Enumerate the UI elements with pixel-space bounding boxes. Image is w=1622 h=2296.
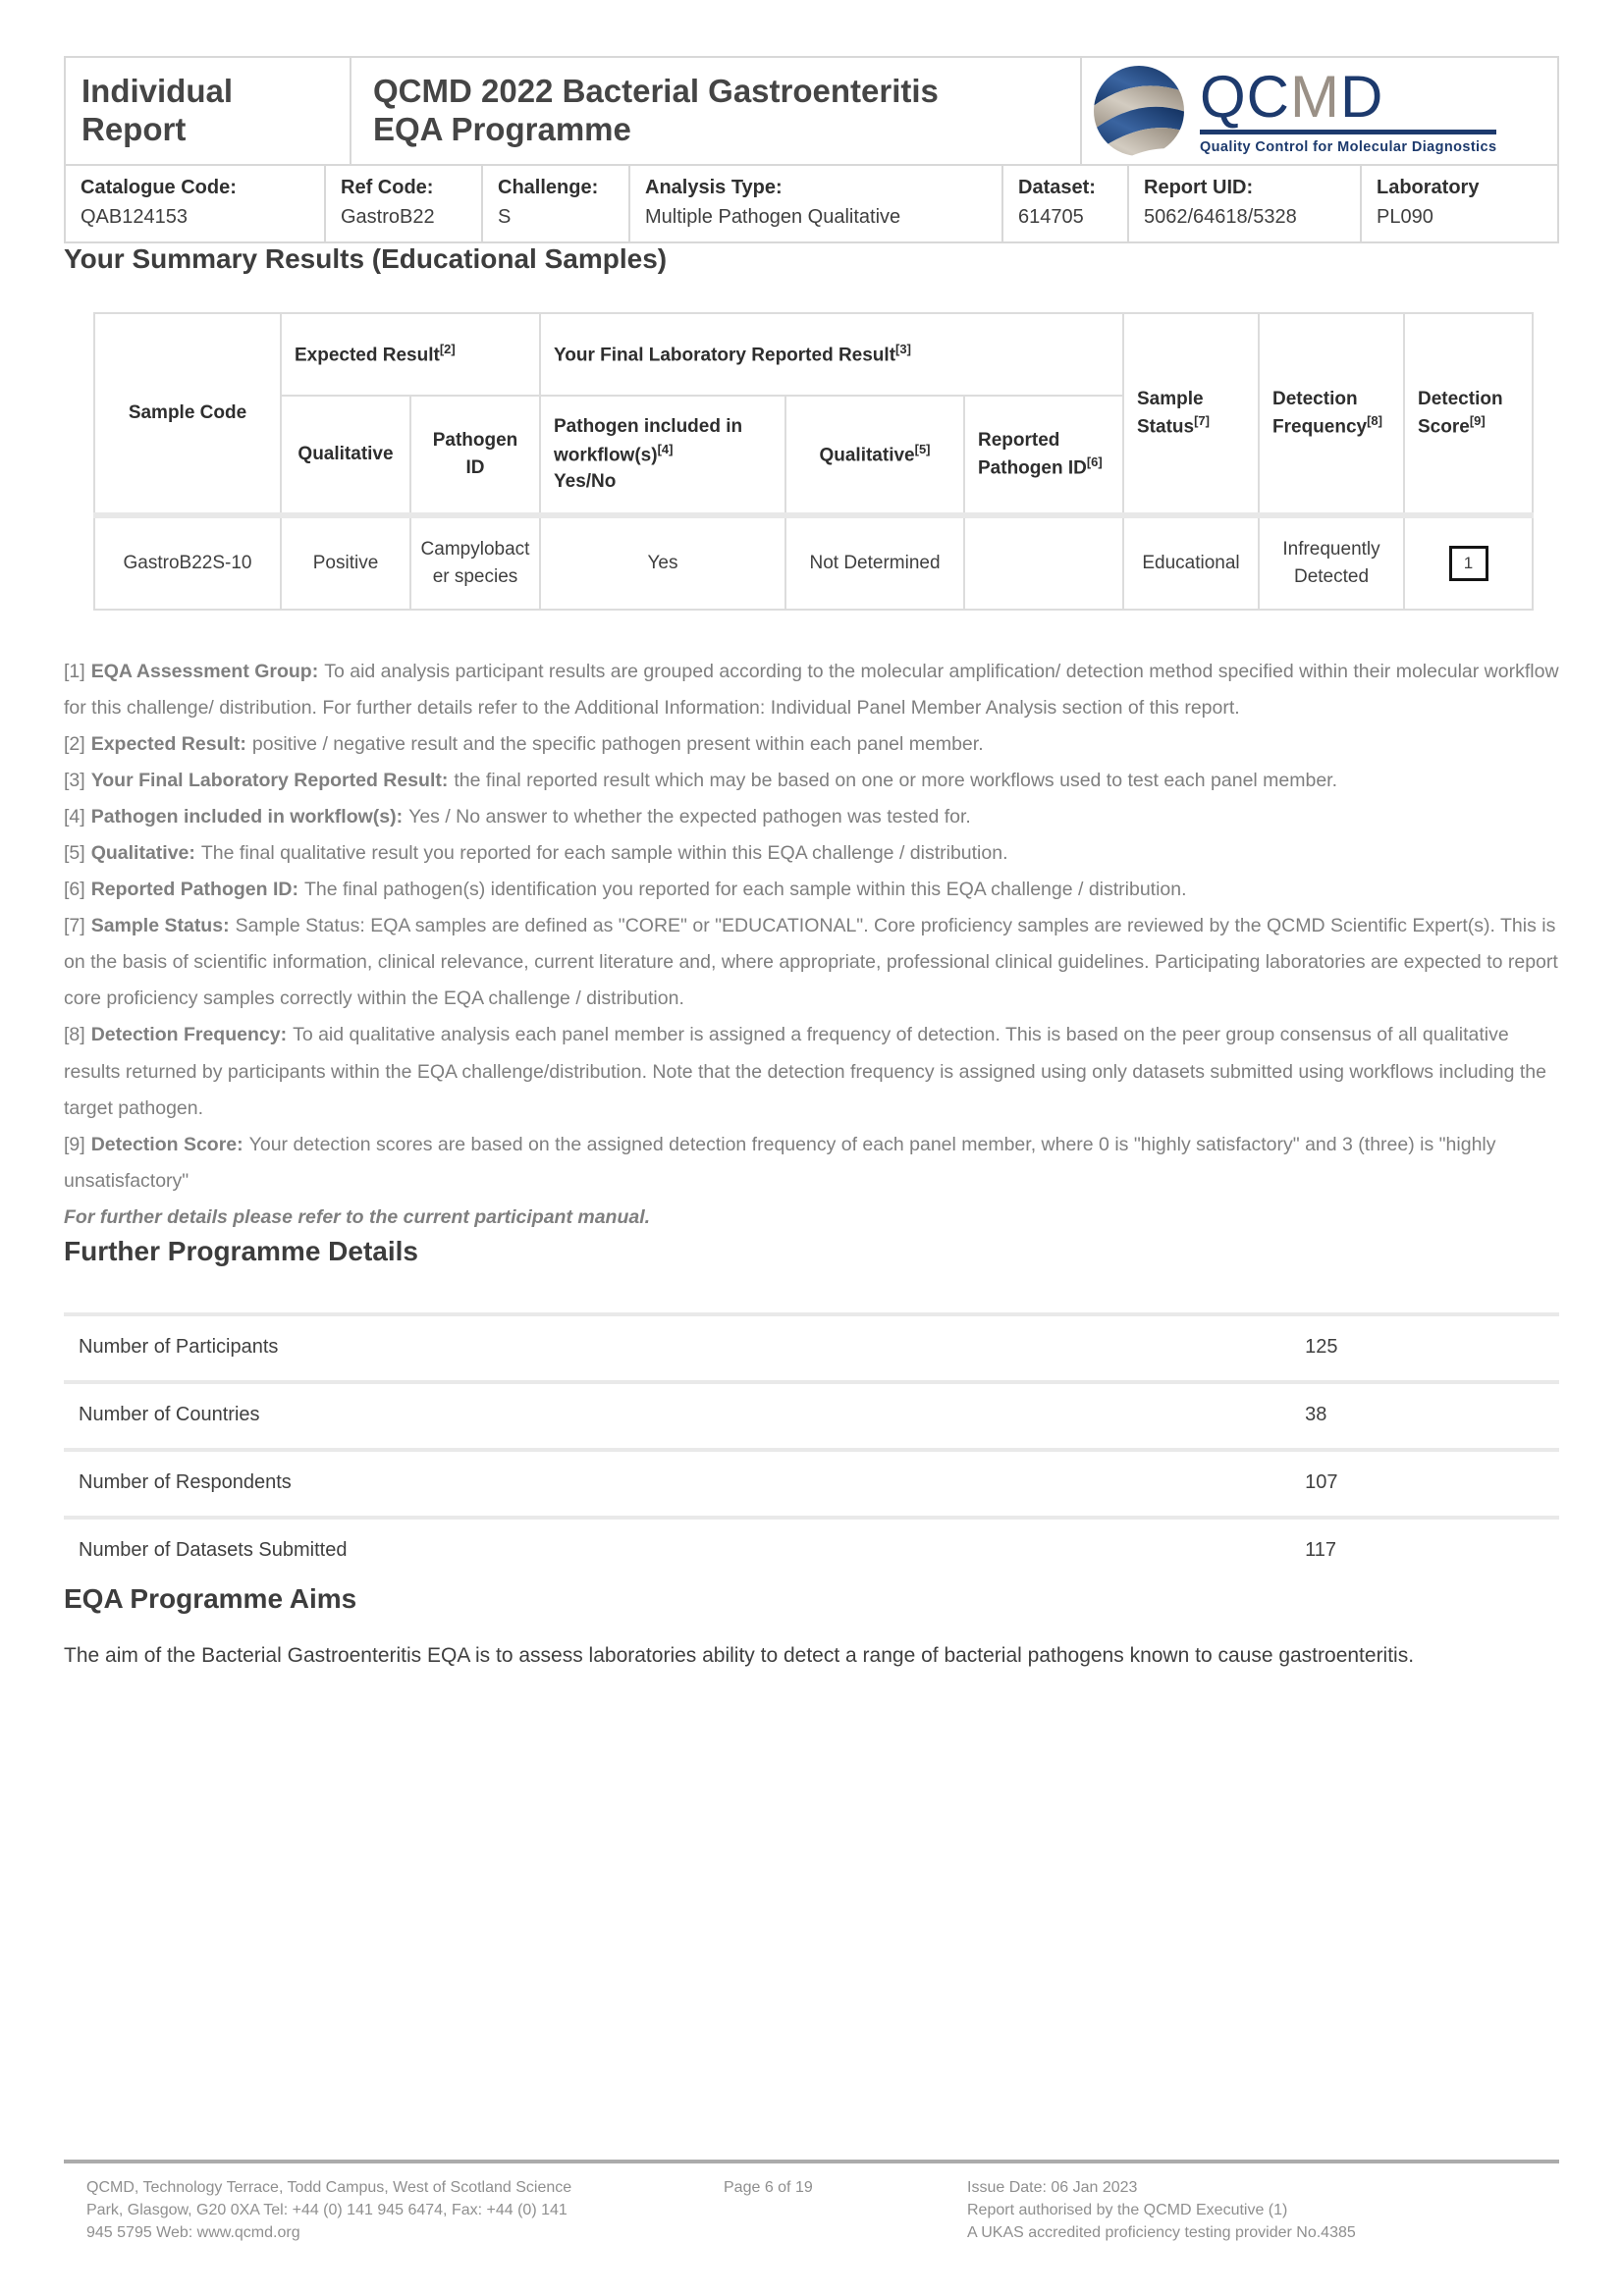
meta-label: Ref Code: xyxy=(341,177,434,198)
meta-label: Laboratory xyxy=(1377,177,1480,198)
logo-cell xyxy=(1081,57,1558,165)
footer-issue-block xyxy=(967,2176,1356,2245)
footnote-label: Sample Status: xyxy=(90,915,230,937)
footnote-text: positive / negative result and the specific pathogen present within each panel member. xyxy=(251,733,984,756)
meta-label: Report UID: xyxy=(1144,177,1254,198)
detail-value: 117 xyxy=(1305,1538,1336,1561)
footnote-2 xyxy=(64,726,1559,763)
cell-final-qualitative: Not Determined xyxy=(785,515,964,610)
detection-score-badge: 1 xyxy=(1449,546,1488,581)
footnote-text: Yes / No answer to whether the expected pathogen was tested for. xyxy=(408,806,971,828)
detail-label: Number of Participants xyxy=(79,1335,279,1358)
footer-address: QCMD, Technology Terrace, Todd Campus, West of Scotland Science Park, Glasgow, G20 0XA Tel: +44 (0) 141 945 6474, Fax: +44 (0) 141 945 5795 Web: www.qcmd.org xyxy=(86,2179,572,2242)
meta-analysis-type xyxy=(629,165,1002,242)
footnote-ref: [8] xyxy=(64,1024,85,1046)
footnote-ref: [4] xyxy=(64,806,85,828)
cell-detection-frequency: Infrequently Detected xyxy=(1259,515,1404,610)
logo-letter-m: M xyxy=(1290,63,1340,130)
footnote-ref: [5] xyxy=(914,441,931,456)
footnote-ref: [7] xyxy=(64,915,85,937)
logo-tagline: Quality Control for Molecular Diagnostics xyxy=(1200,138,1497,155)
col-detection-frequency xyxy=(1259,313,1404,515)
footnote-ref: [6] xyxy=(64,879,85,901)
meta-catalogue-code xyxy=(65,165,325,242)
meta-value: QAB124153 xyxy=(81,206,188,228)
footnote-text: The final pathogen(s) identification you reported for each sample within this EQA challenge / distribution. xyxy=(303,879,1187,901)
qcmd-logo xyxy=(1090,62,1549,160)
meta-value: 614705 xyxy=(1018,206,1084,228)
page-title xyxy=(351,57,1081,165)
page-title-line2: EQA Programme xyxy=(373,111,631,147)
aims-title: EQA Programme Aims xyxy=(64,1582,357,1614)
col-label: Your Final Laboratory Reported Result xyxy=(554,344,896,365)
meta-ref-code xyxy=(325,165,482,242)
footer-authorised: Report authorised by the QCMD Executive (1) xyxy=(967,2202,1288,2219)
meta-value: GastroB22 xyxy=(341,206,435,228)
detail-row-datasets xyxy=(64,1516,1559,1583)
logo-underline xyxy=(1200,130,1496,134)
summary-results-table xyxy=(93,312,1534,611)
col-label: Detection Frequency xyxy=(1272,388,1368,438)
footnote-7 xyxy=(64,908,1559,1017)
footnote-label: Detection Frequency: xyxy=(90,1024,288,1046)
footnote-ref: [7] xyxy=(1194,413,1210,429)
footnote-ref: [2] xyxy=(439,341,456,356)
detail-label: Number of Datasets Submitted xyxy=(79,1538,348,1561)
footnote-ref: [8] xyxy=(1367,413,1382,429)
detail-value: 38 xyxy=(1305,1403,1327,1425)
meta-challenge xyxy=(482,165,629,242)
col-detection-score xyxy=(1404,313,1533,515)
footer-body xyxy=(64,2176,1559,2245)
detail-row-respondents xyxy=(64,1448,1559,1516)
meta-label: Challenge: xyxy=(498,177,599,198)
col-label: Detection Score xyxy=(1418,388,1503,438)
aims-text: The aim of the Bacterial Gastroenteritis EQA is to assess laboratories ability to detect a range of bacterial pathogens known to cause gastroenteritis. xyxy=(64,1643,1415,1667)
cell-sample-status: Educational xyxy=(1123,515,1259,610)
programme-details-title: Further Programme Details xyxy=(64,1235,418,1266)
col-expected-pathogen-id: Pathogen ID xyxy=(410,396,540,515)
page-footer xyxy=(64,2160,1559,2245)
meta-label: Analysis Type: xyxy=(645,177,783,198)
footnote-text: Your detection scores are based on the assigned detection frequency of each panel member, where 0 is "highly satisfactory" and 3 (three) is "highly unsatisfactory" xyxy=(64,1133,1496,1192)
col-label: Pathogen included in workflow(s) xyxy=(554,416,743,465)
cell-expected-qualitative: Positive xyxy=(281,515,410,610)
meta-value: Multiple Pathogen Qualitative xyxy=(645,206,901,228)
footnotes-block xyxy=(64,654,1559,1236)
meta-value: S xyxy=(498,206,512,228)
footnote-label: Reported Pathogen ID: xyxy=(90,879,298,901)
col-expected-result xyxy=(281,313,540,396)
detail-row-participants xyxy=(64,1312,1559,1380)
col-suffix: Yes/No xyxy=(554,471,617,493)
footnote-text: To aid analysis participant results are grouped according to the molecular amplification/ detection method specified within their molecular workflow for this challenge/ distribution. For further details refer to the Additional Information: Individual Panel Member Analysis section of this report. xyxy=(64,661,1559,720)
meta-report-uid xyxy=(1128,165,1361,242)
col-label: Reported Pathogen ID xyxy=(978,429,1087,479)
report-content xyxy=(64,0,1559,1672)
logo-wordmark xyxy=(1200,63,1496,130)
footnote-ref: [5] xyxy=(64,842,85,865)
programme-details-table xyxy=(64,1312,1559,1583)
col-label: Qualitative xyxy=(819,444,915,465)
cell-sample-code: GastroB22S-10 xyxy=(94,515,281,610)
col-sample-status xyxy=(1123,313,1259,515)
meta-laboratory xyxy=(1361,165,1558,242)
footnote-8 xyxy=(64,1017,1559,1126)
page-title-line1: QCMD 2022 Bacterial Gastroenteritis xyxy=(373,73,939,110)
meta-label: Catalogue Code: xyxy=(81,177,237,198)
footer-divider xyxy=(64,2160,1559,2163)
logo-letters-qc: QC xyxy=(1200,63,1290,130)
cell-reported-pathogen-id xyxy=(964,515,1123,610)
logo-text-block xyxy=(1200,63,1497,155)
col-final-qualitative xyxy=(785,396,964,515)
logo-letter-d: D xyxy=(1339,63,1384,130)
table-row xyxy=(94,515,1533,610)
footnote-ref: [2] xyxy=(64,733,85,756)
footnote-5 xyxy=(64,835,1559,872)
meta-value: PL090 xyxy=(1377,206,1433,228)
footnote-ref: [4] xyxy=(657,441,674,456)
cell-workflow: Yes xyxy=(540,515,785,610)
footnote-label: Your Final Laboratory Reported Result: xyxy=(90,770,449,792)
globe-icon xyxy=(1090,62,1188,160)
col-reported-pathogen-id xyxy=(964,396,1123,515)
meta-label: Dataset: xyxy=(1018,177,1096,198)
report-meta-strip xyxy=(64,164,1559,243)
footnote-ref: [9] xyxy=(64,1133,85,1155)
footnote-label: EQA Assessment Group: xyxy=(90,661,319,682)
footnote-label: Qualitative: xyxy=(90,842,195,865)
footnote-3 xyxy=(64,763,1559,799)
col-final-result xyxy=(540,313,1123,396)
col-label: Sample Status xyxy=(1137,388,1204,438)
report-header xyxy=(64,56,1559,166)
footnote-9 xyxy=(64,1127,1559,1200)
detail-row-countries xyxy=(64,1380,1559,1448)
footnote-6 xyxy=(64,872,1559,908)
meta-dataset xyxy=(1002,165,1128,242)
footnote-label: Detection Score: xyxy=(90,1133,243,1155)
footnote-ref: [3] xyxy=(895,341,911,356)
footnote-text: The final qualitative result you reported for each sample within this EQA challenge / distribution. xyxy=(200,842,1008,865)
footnote-label: Pathogen included in workflow(s): xyxy=(90,806,404,828)
participant-manual-note: For further details please refer to the current participant manual. xyxy=(64,1205,651,1228)
detail-value: 125 xyxy=(1305,1335,1338,1358)
footnote-label: Expected Result: xyxy=(90,733,246,756)
cell-detection-score xyxy=(1404,515,1533,610)
footnote-ref: [1] xyxy=(64,661,85,682)
col-sample-code: Sample Code xyxy=(94,313,281,515)
footnote-4 xyxy=(64,799,1559,835)
footer-page-number: Page 6 of 19 xyxy=(724,2179,813,2196)
detail-label: Number of Countries xyxy=(79,1403,260,1425)
footnote-ref: [9] xyxy=(1469,413,1486,429)
footnote-text: Sample Status: EQA samples are defined as "CORE" or "EDUCATIONAL". Core proficiency samples are reviewed by the QCMD Scientific Expert(s). This is on the basis of scientific information, clinical relevance, current literature and, where appropriate, professional clinical guidelines. Participating laboratories are expected to report core proficiency samples correctly within the EQA challenge / distribution. xyxy=(64,915,1558,1010)
summary-section-title: Your Summary Results (Educational Samples) xyxy=(64,243,668,274)
col-expected-qualitative: Qualitative xyxy=(281,396,410,515)
detail-value: 107 xyxy=(1305,1470,1338,1493)
detail-label: Number of Respondents xyxy=(79,1470,292,1493)
footnote-text: the final reported result which may be based on one or more workflows used to test each panel member. xyxy=(454,770,1338,792)
footnote-ref: [3] xyxy=(64,770,85,792)
footer-issue-date: Issue Date: 06 Jan 2023 xyxy=(967,2179,1138,2196)
footnote-text: To aid qualitative analysis each panel member is assigned a frequency of detection. This is based on the peer group consensus of all qualitative results returned by participants within the EQA challenge/distribution. Note that the detection frequency is assigned using only datasets submitted using workflows including the target pathogen. xyxy=(64,1024,1546,1119)
report-type: Individual Report xyxy=(65,57,351,165)
col-workflow xyxy=(540,396,785,515)
meta-value: 5062/64618/5328 xyxy=(1144,206,1297,228)
footer-ukas: A UKAS accredited proficiency testing provider No.4385 xyxy=(967,2224,1356,2242)
footnote-1 xyxy=(64,654,1559,726)
col-label: Expected Result xyxy=(295,344,440,365)
footnote-ref: [6] xyxy=(1086,454,1103,470)
cell-expected-pathogen-id: Campylobacter species xyxy=(410,515,540,610)
